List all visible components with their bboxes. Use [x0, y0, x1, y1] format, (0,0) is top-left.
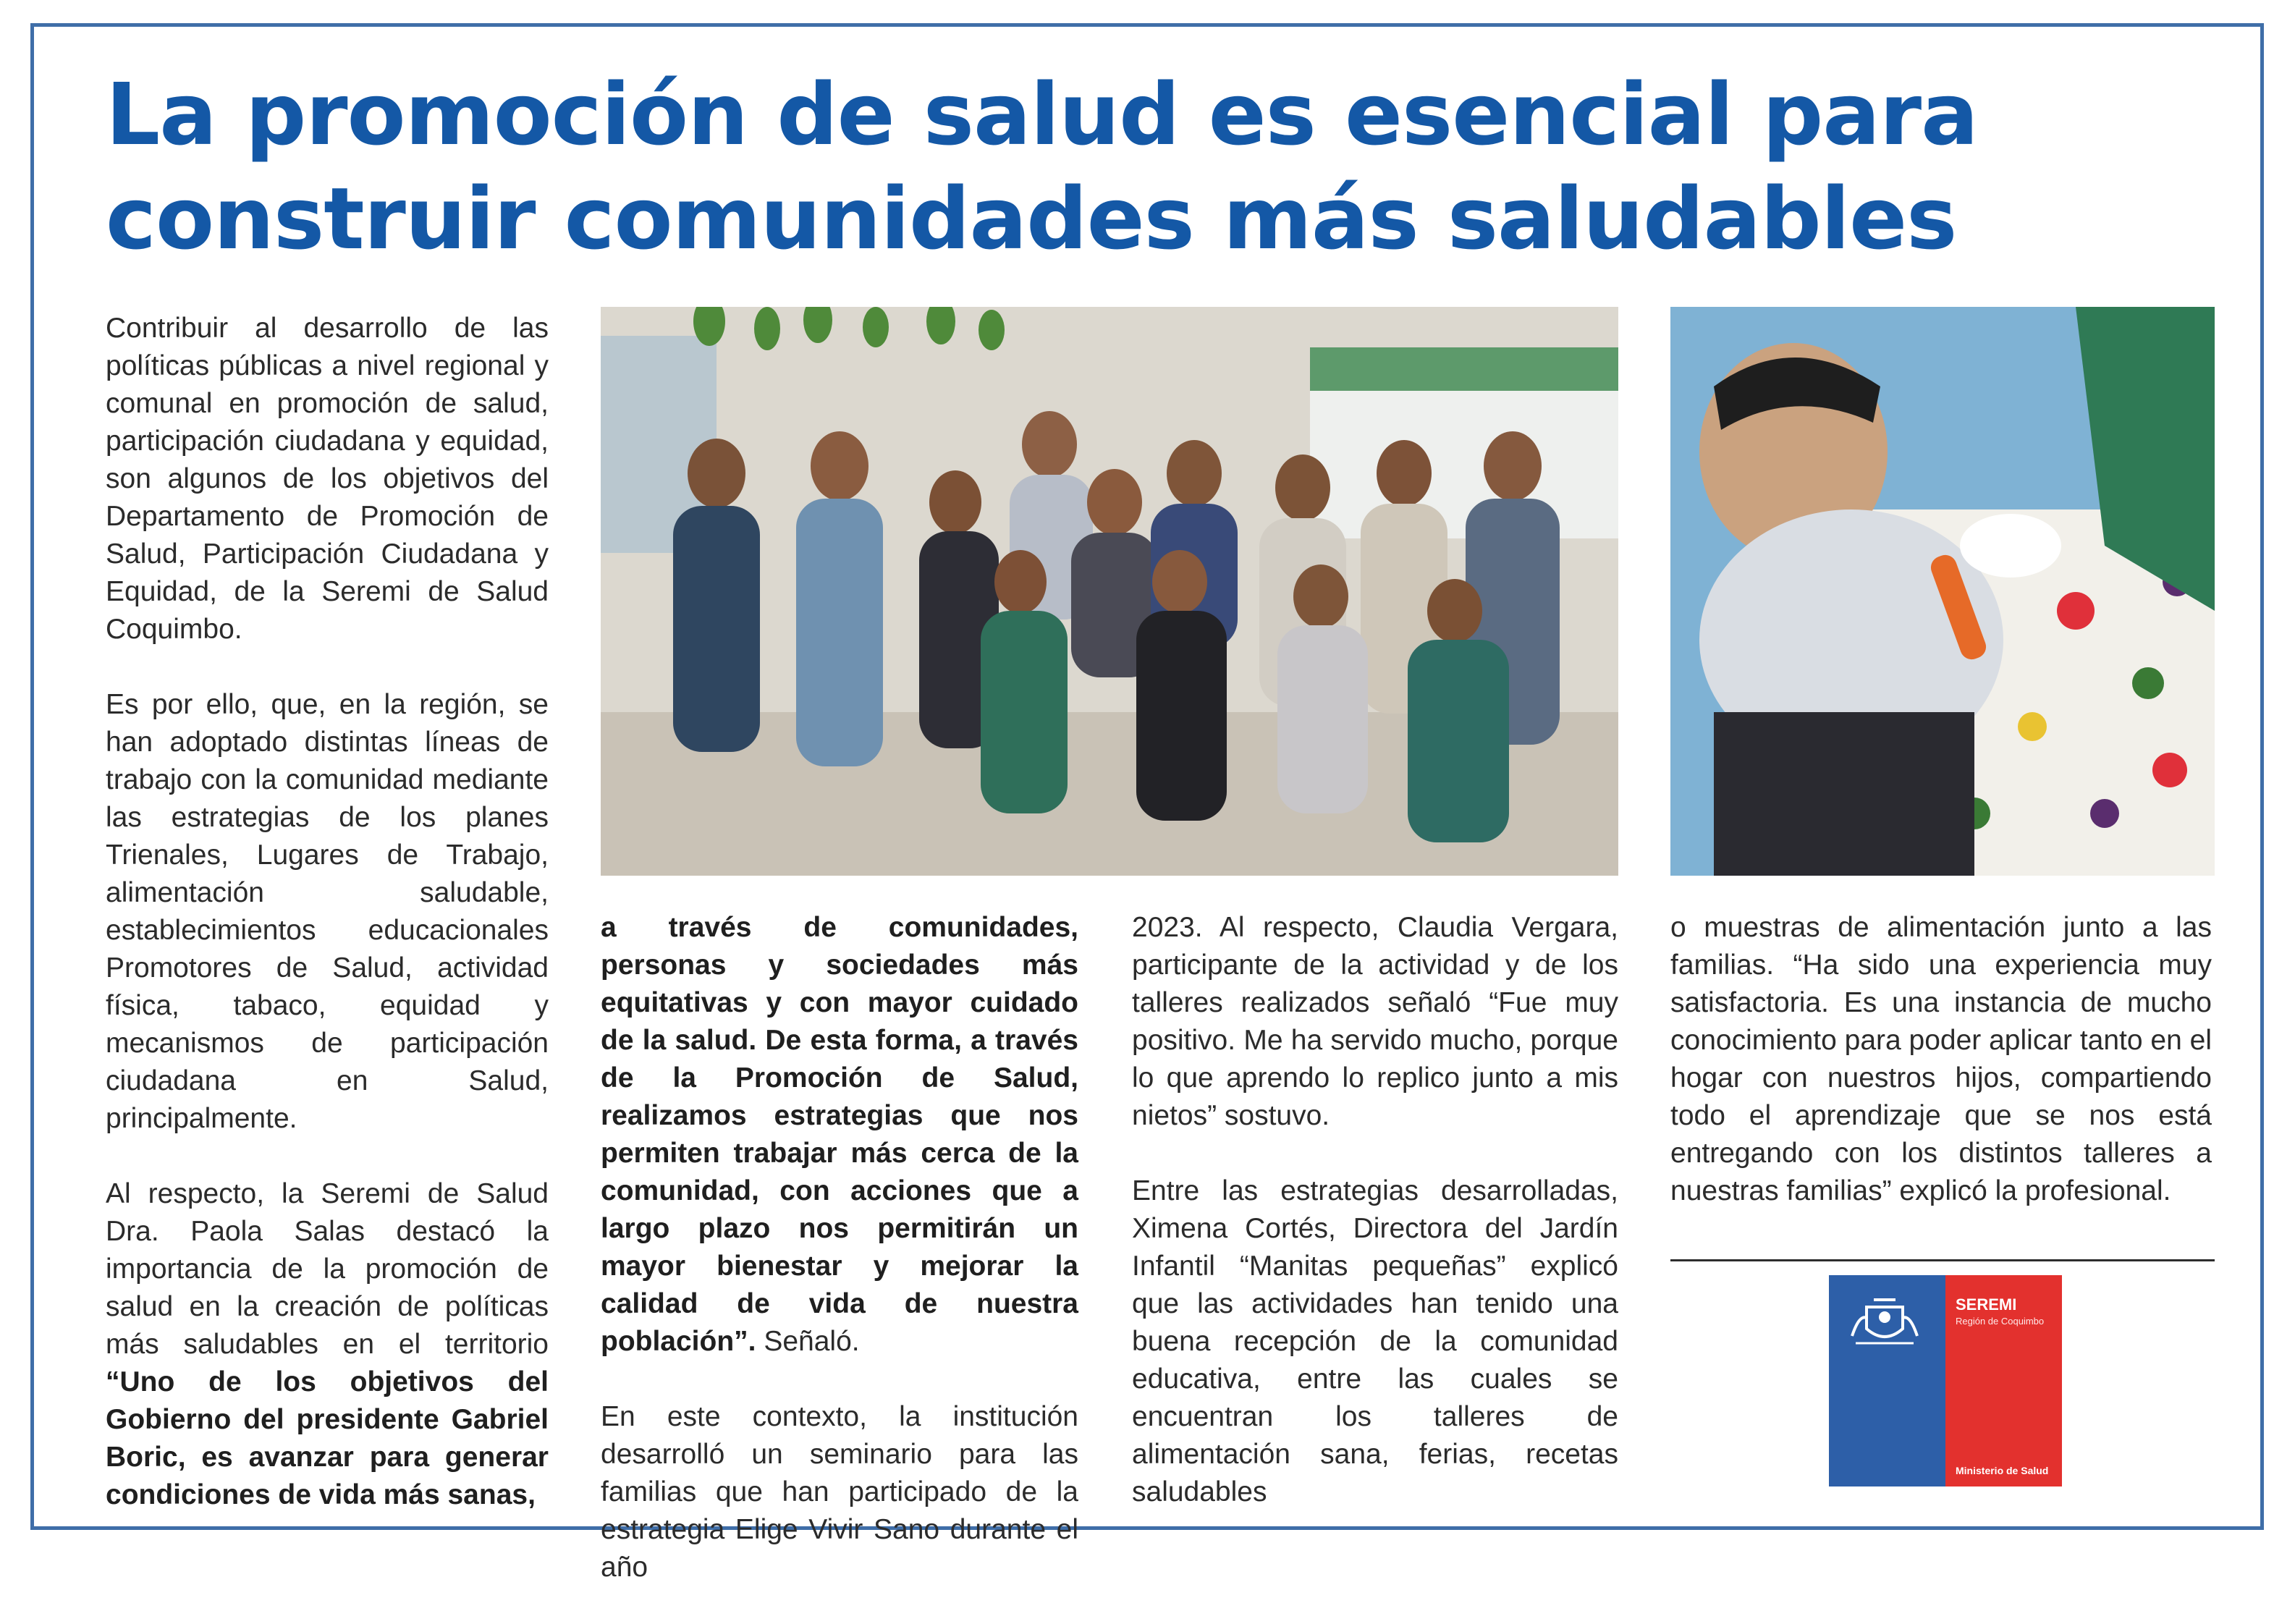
child-activity-photo [1670, 307, 2215, 876]
paragraph-text: Al respecto, la Seremi de Salud Dra. Paola Salas destacó la importancia de la promoción de salud en la creación de políticas más saludables en el territorio [106, 1178, 549, 1360]
coat-of-arms-icon [1838, 1285, 1932, 1358]
logo-red-panel [1945, 1275, 2062, 1486]
article-column-1 [106, 310, 549, 1552]
divider [1670, 1259, 2215, 1261]
logo-ministry: Ministerio de Salud [1956, 1465, 2049, 1476]
paragraph: 2023. Al respecto, Claudia Vergara, participante de la actividad y de los talleres realizados señaló “Fue muy positivo. Me ha servido mucho, porque lo que aprendo lo replico junto a mis nietos” sostuvo. [1132, 912, 1618, 1131]
article-column-4 [1670, 909, 2212, 1248]
paragraph: o muestras de alimentación junto a las familias. “Ha sido una experiencia muy satisfactoria. Es una instancia de mucho conocimiento para poder aplicar tanto en el hogar con nuestros hijos, compartiendo todo el aprendizaje que se nos está entregando con los distintos talleres a nuestras familias” explicó la profesional. [1670, 912, 2212, 1206]
article-column-2 [601, 909, 1078, 1624]
logo-region: Región de Coquimbo [1956, 1316, 2045, 1327]
paragraph: Contribuir al desarrollo de las políticas públicas a nivel regional y comunal en promoción de salud, participación ciudadana y equidad, son algunos de los objetivos del Departamento de Promoción de Salud, Participación Ciudadana y Equidad, de la Seremi de Salud Coquimbo. [106, 313, 549, 645]
paragraph [601, 909, 1078, 1361]
group-photo [601, 307, 1618, 876]
paragraph: Entre las estrategias desarrolladas, Ximena Cortés, Directora del Jardín Infantil “Manitas pequeñas” explicó que las actividades han tenido una buena recepción de la comunidad educativa, entre las cuales se encuentran los talleres de alimentación sana, ferias, recetas saludables [1132, 1175, 1618, 1507]
headline: La promoción de salud es esencial para construir comunidades más saludables [106, 64, 1978, 268]
paragraph: Es por ello, que, en la región, se han adoptado distintas líneas de trabajo con la comunidad mediante las estrategias de los planes Trienales, Lugares de Trabajo, alimentación saludable, establecimientos educacionales Promotores de Salud, actividad física, tabaco, equidad y mecanismos de participación ciudadana en Salud, principalmente. [106, 689, 549, 1134]
logo-blue-panel [1829, 1275, 1945, 1486]
paragraph: En este contexto, la institución desarrolló un seminario para las familias que han participado de la estrategia Elige Vivir Sano durante el año [601, 1401, 1078, 1583]
seremi-logo [1829, 1275, 2062, 1486]
paragraph [106, 1175, 549, 1514]
article-column-3 [1132, 909, 1618, 1549]
quote-bold: a través de comunidades, personas y sociedades más equitativas y con mayor cuidado de la salud. De esta forma, a través de la Promoción de Salud, realizamos estrategias que nos permiten trabajar más cerca de la comunidad, con acciones que a largo plazo nos permitirán un mayor bienestar y mejorar la calidad de vida de nuestra población”. [601, 912, 1078, 1357]
quote-bold: “Uno de los objetivos del Gobierno del presidente Gabriel Boric, es avanzar para generar condiciones de vida más sanas, [106, 1366, 549, 1510]
logo-title: SEREMI [1956, 1295, 2017, 1314]
paragraph-text: Señaló. [756, 1326, 860, 1357]
